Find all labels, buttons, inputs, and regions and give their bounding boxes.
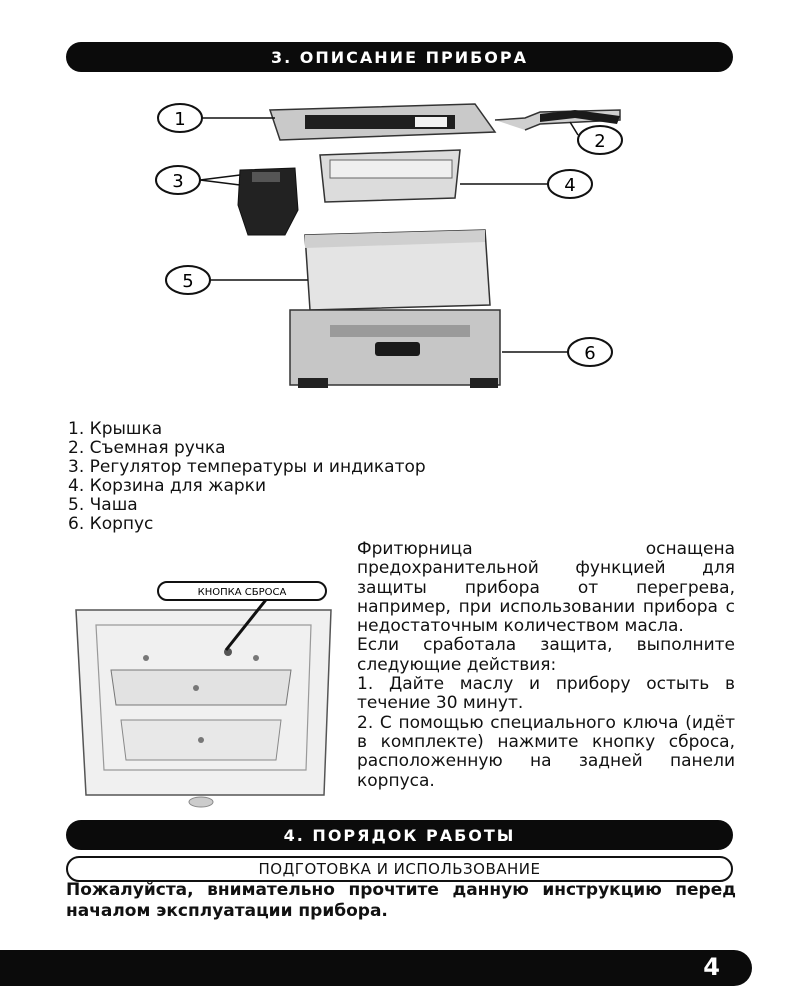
reset-label-text: КНОПКА СБРОСА	[197, 587, 287, 598]
legend-item: 3. Регулятор температуры и индикатор	[68, 457, 426, 477]
legend-item: 1. Крышка	[68, 419, 163, 439]
callout-number: 4	[564, 175, 576, 196]
callout-number: 6	[584, 343, 596, 364]
housing-part	[290, 310, 500, 388]
legend-item: 5. Чаша	[68, 495, 138, 515]
reset-button-label	[158, 582, 326, 600]
callout-4	[460, 170, 592, 198]
callout-number: 5	[182, 271, 194, 292]
callout-5	[166, 266, 308, 294]
lid-part	[270, 104, 495, 140]
section-title: 3. ОПИСАНИЕ ПРИБОРА	[271, 47, 528, 67]
page-number: 4	[703, 953, 720, 981]
legend-item: 6. Корпус	[68, 514, 154, 534]
callout-number: 3	[172, 171, 184, 192]
warning-text: Пожалуйста, внимательно прочтите данную инструкцию перед началом эксплуатации прибора.	[66, 880, 736, 921]
legend-item: 4. Корзина для жарки	[68, 476, 266, 496]
subsection-header	[66, 856, 733, 882]
basket-part	[320, 150, 460, 202]
parts-legend	[68, 420, 426, 534]
temperature-regulator-part	[238, 168, 298, 235]
bowl-part	[305, 230, 490, 310]
callout-2	[570, 122, 622, 154]
housing-back-view	[76, 610, 331, 807]
description-paragraph: 2. С помощью специального ключа (идёт в комплекте) нажмите кнопку сброса, расположенную на задней панели корпуса.	[357, 712, 735, 791]
reset-button-figure	[66, 580, 346, 810]
section-header-description	[66, 42, 733, 72]
legend-item: 2. Съемная ручка	[68, 438, 226, 458]
description-paragraph: Фритюрница оснащена предохранительной функцией для защиты прибора от перегрева, например, при использовании прибора с недостаточным количеством масла.	[357, 539, 735, 637]
callout-6	[502, 338, 612, 366]
protection-description	[357, 540, 735, 791]
section-header-operation	[66, 820, 733, 850]
subsection-title: ПОДГОТОВКА И ИСПОЛЬЗОВАНИЕ	[258, 860, 541, 878]
callout-number: 1	[174, 109, 186, 130]
description-paragraph: Если сработала защита, выполните следующие действия:	[357, 635, 735, 675]
callout-number: 2	[594, 131, 606, 152]
appliance-diagram	[130, 80, 650, 400]
section-title: 4. ПОРЯДОК РАБОТЫ	[283, 825, 516, 845]
callout-1	[158, 104, 275, 132]
footer-bar	[0, 950, 752, 986]
description-paragraph: 1. Дайте маслу и прибору остыть в течение 30 минут.	[357, 674, 735, 714]
callout-3	[156, 166, 240, 194]
